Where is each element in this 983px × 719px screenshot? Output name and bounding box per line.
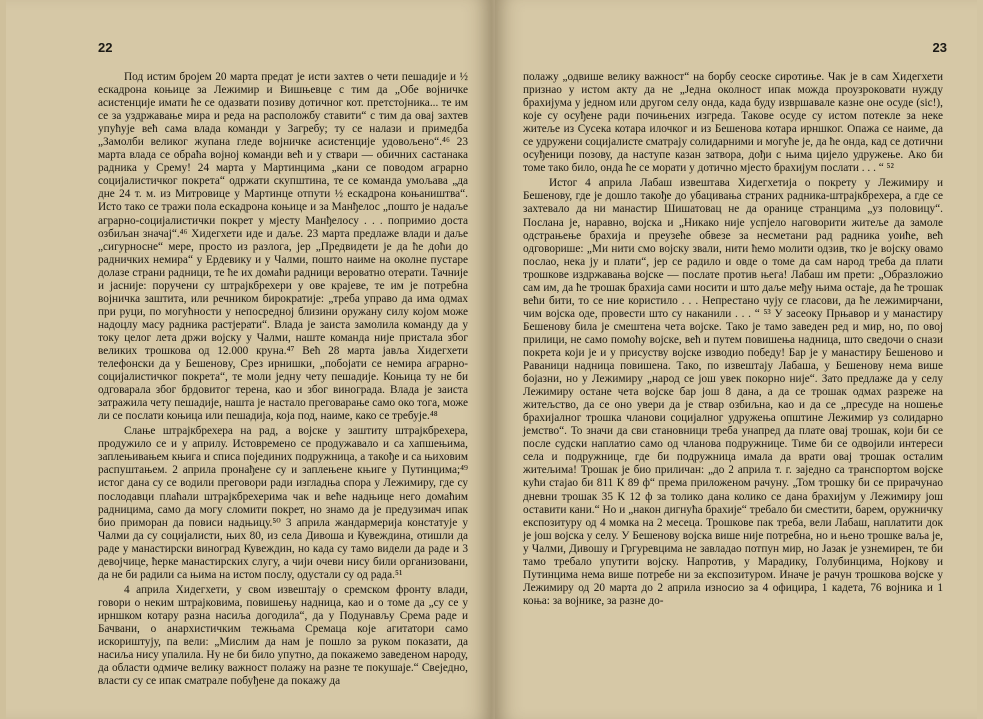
right-paragraph-2: Истог 4 априла Лабаш извештава Хидегхетија о покрету у Лежимиру и Бешенову, где је дошло такође до убацивања страних радника-штрајкбрехера, а где се захтевало да ни манастир Шишатовац не да оранице странцима „уз половицу“. Послана је, наравно, војска и „Никако није успјело наговорити житеље да замоле одстрањење брахија и преузеће обвезе за несметани рад радника уоиће, већ одговорише: „Ми нити смо војску звали, нити ћемо молити одзив, тко је војску овамо послао, нека ју и плати“, јер се радило и овде о томе да сам народ треба да плати трошкове издржавања војске — послате против њега! Лабаш им прети: „Образложио сам им, да ће трошак брахија сами носити и што даље међу њима остаје, да ће трошак већи бити, то се ние користило . . . Непрестано чују се гласови, да ће лежимирчани, чим војска оде, провести што су наканили . . . “ ⁵³ У засеоку Прњавор и у манастиру Бешенову била је смештена чета војске. Тако је тамо заведен ред и мир, но, по овој прилици, не само помоћу војске, већ и путем повишења надница, што сведочи о снази покрета који је и у присуству војске изводио победу! Бар је у манастиру Бешеново и Раваници надница повишена. Тако, по извештају Лабаша, у Бешенову нема више бојазни, но у Лежимиру „народ се још увек покорно није“. Зато предлаже да у селу Лежимиру остане чета војске бар још 8 дана, а да се трошак одмах разреже на житељство, да се оно увери да је ствар озбиљна, као и да се „пресуде на ношење брахијалног трошка чланови социјалног удружења општине Лежимир уз солидарно јемство“. То значи да сви становници треба унапред да плате овај трошак, који би се после судски наплатио само од чланова подружнице. Тиме би се одвојили интереси села и подружнице, где би подружница имала да врати овај трошак осталим житељима! Трошак је био приличан: „до 2 априла т. г. заједно са транспортом војске кући стајао би 811 К 89 ф“ према приложеном рачуну. „Том трошку би се прирачунао дневни трошак 35 К 12 ф за толико дана колико се дана брахијум у Лежимиру још оставити кани.“ Но и „након дигнућа брахије“ требало би сместити, барем, оружничку експозитуру од 4 момка на 2 месеца. Трошкове пак треба, вели Лабаш, наплатити док је још војска у селу. У Бешенову војска више није потребна, но и њено трошке ваља је, у Чалми, Дивошу и Гргуревцима не завладао потпун мир, но Јазак је узнемирен, те би тамо требало упутити војску. Напротив, у Марадику, Голубинцима, Нојкову и Путинцима нема више потребе ни за експозитуром. Иначе је рачун трошкова војске у Лежимиру од 20 марта до 2 априла износио за 4 официра, 1 кадета, 76 војника и 1 коња: за војнике, за разне до- <box>523 177 943 607</box>
right-page-body <box>523 71 943 608</box>
right-paragraph-1: полажу „одвише велику важност“ на борбу сеоске сиротиње. Чак је в сам Хидегхети признао у истом акту да не „Једна околност ипак можда проузроковати нужду брахијума у једном или другом селу онда, када буду извршавале казне оне осуде (sic!), које су осуђене ради почињених изгреда. Таковe осуде су истом потекле за неке житеље из Сусека котара илочког и из Бешенова котара ирншког. Опажа се наиме, да се удружени социјалисте сматрају солидарними и могуће је, да ће онда, кад се дотични осуђеници позову, да наступе казан затвора, дођи с њима цијело удружење. Ако би томе тако било, онда ће се морати у дотично мјесто брахијум послати . . . “ ⁵² <box>523 71 943 175</box>
left-page-body <box>98 71 468 688</box>
left-paragraph-1: Под истим бројем 20 марта предат је исти захтев о чети пешадије и ½ ескадрона коњице за Лежимир и Вишњевце с тим да „Обе војничке асистенције имати ће се одазвати позиву дотичног кот. претстојника... те им се за уздржавање мира и реда на расположбу ставити“ с тим да овај захтев упућује већ сама влада команди у Загребу; ту се налази и примедба „Замолби великог жупана гледе војничке асистенције удовољено“.⁴⁶ 23 марта влада се обраћа војној команди већ и у ствари — обичних састанака радника у Срему! 24 марта у Мартинцима „кани се поводом аграрно социјалистичког покрета“ одржати скупштина, те се команда умољава „да дне 24 т. м. из Митровице у Мартинце отпути ½ ескадрона коњаништва“. Исто тако се тражи пола ескадрона коњице и за Манђелос „пошто је надаље аграрно-социјалистички покрет у мјесту Манђелосу . . . попримио доста озбиљан значај“.⁴⁶ Хидегхети иде и даље. 23 марта предлаже влади и даље „сигурносне“ мере, просто из разлога, јер „Предвидети је да ће доћи до радничких немира“ у Ердевику и у Чалми, пошто наиме на околне пустаре долазе страни радници, те ће их домаћи радници вероватно отерати. Тачније и јасније: поручени су штрајкбрехери у ове крајеве, те им је потребна војничка заштита, или речником бирократије: „треба управо да има одмах при руци, по могућности у непосредној близини оружану силу којом може надоцлу масу радника растјерати“. Влада је заиста замолила команду да у току целог лета држи војску у Чалми, наште команда није пристала због великих трошкова од 12.000 круна.⁴⁷ Већ 28 марта јавља Хидегхети телефонски да у Бешеновy, Срез ирнишки, „побојати се немира аграрно-социјалистичког покрета“, те моли једну чету пешадије. Коњица ту не би одговарала због брдовитог терена, као и због винограда. Влада је заиста затражила чету пешадије, нашта је настало преговарање само око тога, може ли се послати коњица или пешадија, која под, наиме, како се требује.⁴⁸ <box>98 71 468 423</box>
left-page-number: 22 <box>98 40 113 55</box>
left-paragraph-2: Слање штрајкбрехера на рад, а војске у заштиту штрајкбрехера, продужило се и у априлу. Истовремено се продужавало и са хапшењима, заплењивањем књига и списа појединих подружница, а такође и са њиховим распуштањем. 2 априла пронађене су и заплењене књиге у Путинцима;⁴⁹ истог дана су се водили преговори ради изгладња спора у Лежимиру, где су послодавци плаћали штрајкбрехерима чак и веће надњице него домаћим радницима, само да могу сломити покрет, но знамо да је предузимач ипак био приморан да повиси надњицу.⁵⁰ 3 априла жандармерија констатује у Чалми да су социјалисти, њих 80, из села Дивоша и Кувеждина, отишли да раде у манастирски виноград Кувеждин, но када су тамо видели да раде и 3 девојчице, ћерке манастирских слугу, а чији очеви нису били организовани, да не би радили са њима на истом послу, одустали су од рада.⁵¹ <box>98 425 468 581</box>
left-page <box>6 0 491 719</box>
right-page-number: 23 <box>932 40 947 55</box>
left-paragraph-3: 4 априла Хидегхети, у свом извештају о сремском фронту влади, говори о неким штрајковима, повишењу надница, као и о томе да „су се у ирншком котару разна насиља догодила“, да у Подунављу Срема раде и Бачвани, о анархистичким тежњама Сремаца које агитатори само искориштују, па вели: „Мислим да нам је пошло за руком показати, да насиља нису упалила. Ну не би било упутно, да покажемо заведеном народу, да области одмиче велику важност полажу на разне те покушаје.“ Свеједно, власти су се ипак сматрале побуђене да покажу да <box>98 583 468 688</box>
right-page <box>495 0 977 719</box>
